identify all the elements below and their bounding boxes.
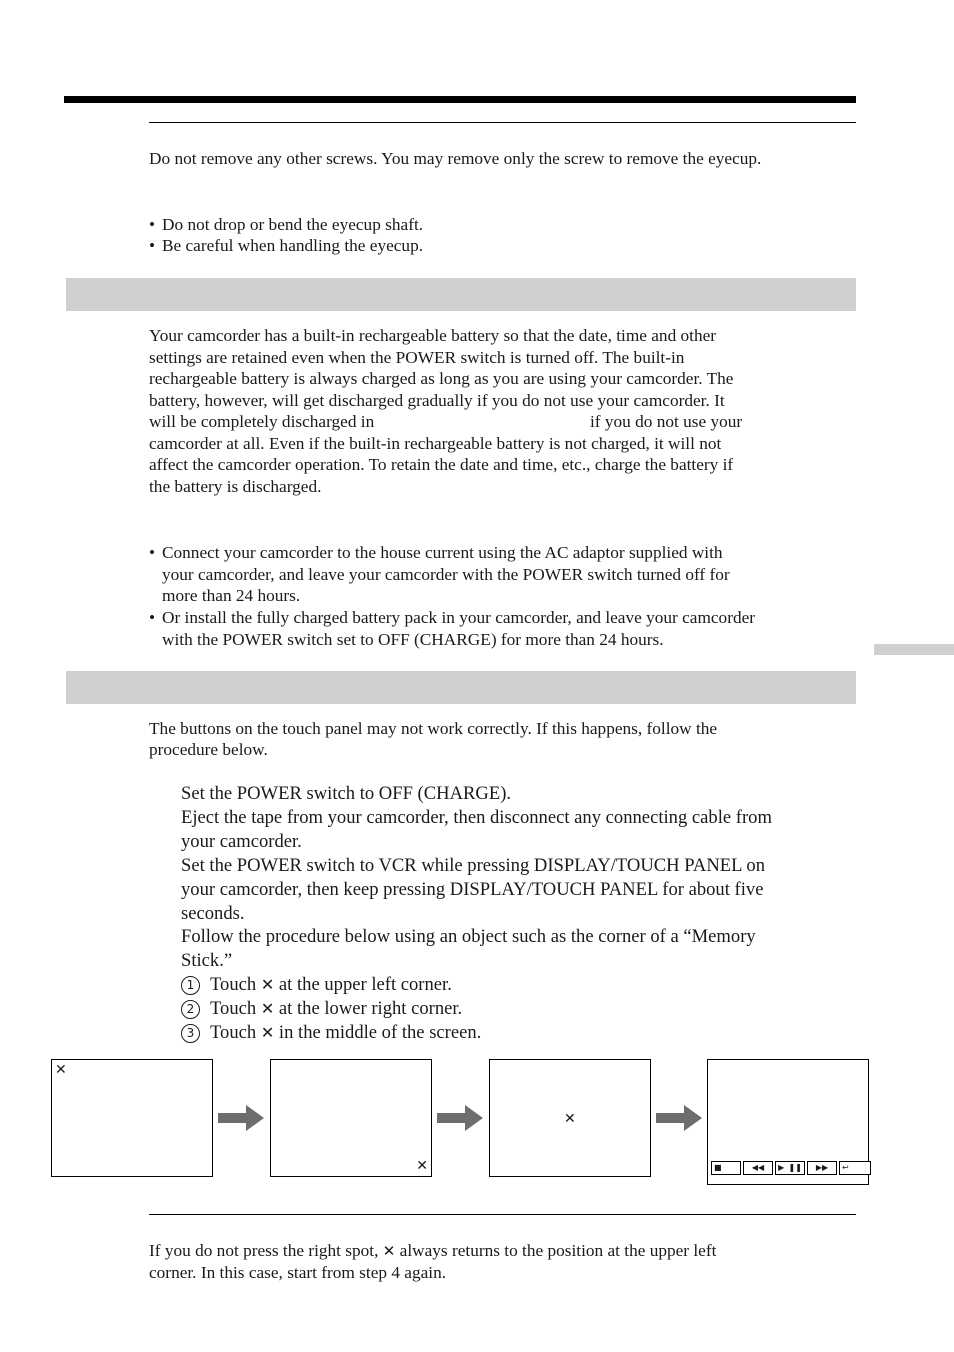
- side-tab: [874, 644, 954, 655]
- section-rule-bottom: [149, 1214, 856, 1215]
- fast-forward-button[interactable]: ▶▶: [807, 1161, 837, 1175]
- charge-bullet-1: • Connect your camcorder to the house current using the AC adaptor supplied with your camcorder, and leave your camcorder with the POWER switch turned off for more than 24 hours.: [149, 543, 730, 606]
- eyecup-note-2: • Be careful when handling the eyecup.: [149, 236, 424, 255]
- rewind-button[interactable]: ◀◀: [743, 1161, 773, 1175]
- charge-bullet-2: • Or install the fully charged battery pack in your camcorder, and leave your camcorder with the POWER switch set to OFF (CHARGE) for more than 24 hours.: [149, 608, 756, 649]
- x-mark-icon: ✕: [260, 975, 275, 994]
- touch-intro-line-2: procedure below.: [149, 740, 268, 759]
- step-3: Set the POWER switch to VCR while pressing DISPLAY/TOUCH PANEL on your camcorder, then keep pressing DISPLAY/TOUCH PANEL for about five seconds.: [181, 855, 766, 924]
- substep-1: 1 Touch ✕ at the upper left corner.: [181, 973, 452, 997]
- battery-line-4: battery, however, will get discharged gradually if you do not use your camcorder. It: [149, 391, 725, 410]
- bottom-note-line-2: corner. In this case, start from step 4 again.: [149, 1263, 447, 1282]
- screen-lower-right: [270, 1059, 432, 1177]
- step-4: Follow the procedure below using an object such as the corner of a “Memory Stick.”: [181, 926, 756, 971]
- screen-upper-left: [51, 1059, 213, 1177]
- battery-line-3: rechargeable battery is always charged as long as you are using your camcorder. The: [149, 369, 734, 388]
- screen-middle: [489, 1059, 651, 1177]
- arrow-right-icon: [437, 1105, 483, 1131]
- x-mark-icon: ✕: [260, 999, 275, 1018]
- substep-3: 3 Touch ✕ in the middle of the screen.: [181, 1021, 481, 1045]
- arrow-right-icon: [218, 1105, 264, 1131]
- section-band-battery: [66, 278, 856, 311]
- battery-line-6: camcorder at all. Even if the built-in rechargeable battery is not charged, it will not: [149, 434, 722, 453]
- battery-line-7: affect the camcorder operation. To retain the date and time, etc., charge the battery if: [149, 455, 734, 474]
- circled-number-1: 1: [181, 976, 200, 995]
- section-rule-top: [149, 122, 856, 123]
- x-mark-icon: ✕: [260, 1023, 275, 1042]
- x-mark-icon: ✕: [416, 1158, 428, 1174]
- x-mark-icon: ✕: [55, 1062, 67, 1078]
- battery-line-5a: will be completely discharged in: [149, 412, 375, 431]
- x-mark-icon: ✕: [564, 1111, 576, 1127]
- section-band-touch-panel: [66, 671, 856, 704]
- pause-icon: ❚❚: [788, 1163, 802, 1172]
- substep-2: 2 Touch ✕ at the lower right corner.: [181, 997, 462, 1021]
- header-rule: [64, 96, 856, 103]
- bottom-note-line-1: If you do not press the right spot, ✕ always returns to the position at the upper left: [149, 1241, 717, 1260]
- screen-result: [707, 1059, 869, 1185]
- stop-button[interactable]: ■: [711, 1161, 741, 1175]
- battery-line-1: Your camcorder has a built-in rechargeable battery so that the date, time and other: [149, 326, 717, 345]
- battery-line-2: settings are retained even when the POWER switch is turned off. The built-in: [149, 348, 685, 367]
- circled-number-3: 3: [181, 1024, 200, 1043]
- step-2: Eject the tape from your camcorder, then disconnect any connecting cable from your camcorder.: [181, 807, 772, 852]
- arrow-right-icon: [656, 1105, 702, 1131]
- touch-intro-line-1: The buttons on the touch panel may not work correctly. If this happens, follow the: [149, 719, 718, 738]
- top-note: Do not remove any other screws. You may remove only the screw to remove the eyecup.: [149, 149, 762, 168]
- battery-line-8: the battery is discharged.: [149, 477, 322, 496]
- play-pause-button[interactable]: [775, 1161, 805, 1175]
- circled-number-2: 2: [181, 1000, 200, 1019]
- x-mark-icon: ✕: [382, 1242, 396, 1260]
- return-button[interactable]: ↩: [839, 1161, 871, 1175]
- play-icon: ▶: [778, 1163, 785, 1172]
- eyecup-note-1: • Do not drop or bend the eyecup shaft.: [149, 215, 424, 234]
- battery-line-5b: if you do not use your: [590, 412, 743, 431]
- playback-controls: [711, 1161, 871, 1175]
- step-1: Set the POWER switch to OFF (CHARGE).: [181, 783, 512, 804]
